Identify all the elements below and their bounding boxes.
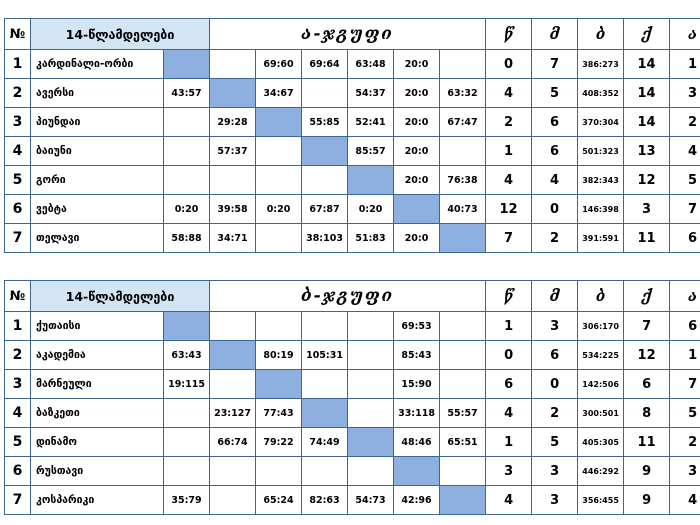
match-score-cell	[256, 137, 302, 166]
losses-cell: 6	[532, 108, 578, 137]
points-ratio-header: ბ	[578, 281, 624, 312]
match-score-cell: 15:90	[394, 370, 440, 399]
losses-cell: 2	[532, 224, 578, 253]
place-cell: 6	[670, 312, 700, 341]
match-score-cell: 34:71	[210, 224, 256, 253]
match-score-cell: 43:57	[164, 79, 210, 108]
match-score-cell: 20:0	[394, 137, 440, 166]
points-ratio-cell: 370:304	[578, 108, 624, 137]
match-score-cell	[210, 79, 256, 108]
match-score-cell: 38:103	[302, 224, 348, 253]
match-score-cell: 77:43	[256, 399, 302, 428]
match-score-cell: 51:83	[348, 224, 394, 253]
row-number: 2	[5, 341, 31, 370]
match-score-cell: 57:37	[210, 137, 256, 166]
match-score-cell: 65:24	[256, 486, 302, 515]
table-row	[5, 457, 700, 486]
team-name: გორი	[31, 166, 164, 195]
score-cell: 9	[624, 486, 670, 515]
score-cell: 14	[624, 50, 670, 79]
points-ratio-cell: 405:305	[578, 428, 624, 457]
category-header: 14-წლამდელები	[31, 281, 210, 312]
category-header: 14-წლამდელები	[31, 19, 210, 50]
points-ratio-cell: 386:273	[578, 50, 624, 79]
match-score-cell	[210, 457, 256, 486]
table-row	[5, 137, 700, 166]
score-cell: 12	[624, 341, 670, 370]
match-score-cell	[210, 312, 256, 341]
match-score-cell: 55:85	[302, 108, 348, 137]
row-number: 5	[5, 166, 31, 195]
place-cell: 2	[670, 428, 700, 457]
match-score-cell	[164, 399, 210, 428]
wins-cell: 4	[486, 486, 532, 515]
wins-cell: 6	[486, 370, 532, 399]
wins-cell: 3	[486, 457, 532, 486]
match-score-cell	[394, 195, 440, 224]
team-name: ბაზკეთი	[31, 399, 164, 428]
score-cell: 13	[624, 137, 670, 166]
points-ratio-cell: 142:506	[578, 370, 624, 399]
team-name: ქუთაისი	[31, 312, 164, 341]
points-ratio-cell: 534:225	[578, 341, 624, 370]
match-score-cell: 65:51	[440, 428, 486, 457]
points-ratio-cell: 382:343	[578, 166, 624, 195]
place-header: ა	[670, 281, 700, 312]
match-score-cell	[302, 399, 348, 428]
wins-cell: 4	[486, 79, 532, 108]
place-cell: 5	[670, 399, 700, 428]
match-score-cell: 39:58	[210, 195, 256, 224]
losses-cell: 6	[532, 341, 578, 370]
score-cell: 14	[624, 108, 670, 137]
place-cell: 1	[670, 341, 700, 370]
standings-table-group-b	[4, 280, 700, 515]
place-header: ა	[670, 19, 700, 50]
match-score-cell	[302, 166, 348, 195]
losses-cell: 4	[532, 166, 578, 195]
points-ratio-cell: 408:352	[578, 79, 624, 108]
table-row	[5, 108, 700, 137]
match-score-cell: 20:0	[394, 224, 440, 253]
wins-cell: 7	[486, 224, 532, 253]
wins-header: წ	[486, 19, 532, 50]
score-cell: 11	[624, 428, 670, 457]
group-title: ბ-ჯგუფი	[210, 281, 486, 312]
place-cell: 2	[670, 108, 700, 137]
table-row	[5, 195, 700, 224]
match-score-cell	[348, 166, 394, 195]
team-name: კოსპარიკი	[31, 486, 164, 515]
match-score-cell	[210, 166, 256, 195]
match-score-cell: 66:74	[210, 428, 256, 457]
wins-cell: 0	[486, 50, 532, 79]
score-cell: 6	[624, 370, 670, 399]
match-score-cell: 105:31	[302, 341, 348, 370]
match-score-cell	[440, 457, 486, 486]
header-row	[5, 19, 700, 50]
table-row	[5, 50, 700, 79]
match-score-cell	[440, 486, 486, 515]
match-score-cell	[348, 399, 394, 428]
points-ratio-cell: 356:455	[578, 486, 624, 515]
match-score-cell: 55:57	[440, 399, 486, 428]
wins-cell: 4	[486, 166, 532, 195]
losses-cell: 5	[532, 79, 578, 108]
wins-cell: 1	[486, 312, 532, 341]
row-number: 1	[5, 50, 31, 79]
place-cell: 6	[670, 224, 700, 253]
match-score-cell: 67:87	[302, 195, 348, 224]
team-name: ვებტა	[31, 195, 164, 224]
row-number: 1	[5, 312, 31, 341]
match-score-cell: 54:37	[348, 79, 394, 108]
match-score-cell: 23:127	[210, 399, 256, 428]
points-ratio-cell: 501:323	[578, 137, 624, 166]
match-score-cell: 20:0	[394, 79, 440, 108]
score-cell: 3	[624, 195, 670, 224]
match-score-cell: 29:28	[210, 108, 256, 137]
match-score-cell	[302, 370, 348, 399]
losses-cell: 3	[532, 486, 578, 515]
row-number: 2	[5, 79, 31, 108]
row-number: 7	[5, 486, 31, 515]
match-score-cell: 85:57	[348, 137, 394, 166]
losses-header: მ	[532, 281, 578, 312]
losses-cell: 0	[532, 195, 578, 224]
wins-cell: 1	[486, 428, 532, 457]
team-name: აკადემია	[31, 341, 164, 370]
match-score-cell	[164, 166, 210, 195]
match-score-cell	[348, 341, 394, 370]
match-score-cell	[210, 50, 256, 79]
place-cell: 7	[670, 370, 700, 399]
match-score-cell	[348, 370, 394, 399]
match-score-cell	[256, 312, 302, 341]
match-score-cell	[210, 341, 256, 370]
match-score-cell: 20:0	[394, 108, 440, 137]
points-ratio-cell: 300:501	[578, 399, 624, 428]
match-score-cell: 20:0	[394, 50, 440, 79]
match-score-cell: 76:38	[440, 166, 486, 195]
match-score-cell: 63:48	[348, 50, 394, 79]
match-score-cell: 0:20	[164, 195, 210, 224]
losses-cell: 6	[532, 137, 578, 166]
place-cell: 7	[670, 195, 700, 224]
match-score-cell: 67:47	[440, 108, 486, 137]
team-name: თელავი	[31, 224, 164, 253]
match-score-cell: 69:64	[302, 50, 348, 79]
place-cell: 1	[670, 50, 700, 79]
match-score-cell	[440, 370, 486, 399]
losses-cell: 7	[532, 50, 578, 79]
place-cell: 4	[670, 137, 700, 166]
match-score-cell	[440, 341, 486, 370]
match-score-cell	[302, 312, 348, 341]
match-score-cell: 63:43	[164, 341, 210, 370]
match-score-cell: 33:118	[394, 399, 440, 428]
losses-cell: 5	[532, 428, 578, 457]
score-cell: 14	[624, 79, 670, 108]
score-cell: 12	[624, 166, 670, 195]
match-score-cell	[164, 457, 210, 486]
team-name: ბაიუნი	[31, 137, 164, 166]
match-score-cell: 34:67	[256, 79, 302, 108]
header-row	[5, 281, 700, 312]
match-score-cell: 20:0	[394, 166, 440, 195]
table-row	[5, 166, 700, 195]
match-score-cell: 0:20	[348, 195, 394, 224]
match-score-cell	[210, 370, 256, 399]
match-score-cell: 82:63	[302, 486, 348, 515]
losses-cell: 3	[532, 457, 578, 486]
points-ratio-cell: 306:170	[578, 312, 624, 341]
row-number: 3	[5, 370, 31, 399]
number-header: №	[5, 19, 31, 50]
row-number: 6	[5, 457, 31, 486]
match-score-cell: 52:41	[348, 108, 394, 137]
match-score-cell	[164, 312, 210, 341]
standings-table-group-a	[4, 18, 700, 253]
score-cell: 9	[624, 457, 670, 486]
row-number: 5	[5, 428, 31, 457]
table-row	[5, 486, 700, 515]
wins-cell: 2	[486, 108, 532, 137]
match-score-cell	[302, 137, 348, 166]
table-row	[5, 399, 700, 428]
wins-header: წ	[486, 281, 532, 312]
match-score-cell	[256, 108, 302, 137]
match-score-cell: 42:96	[394, 486, 440, 515]
table-row	[5, 79, 700, 108]
match-score-cell	[440, 137, 486, 166]
match-score-cell	[440, 50, 486, 79]
match-score-cell	[348, 457, 394, 486]
group-title: ა-ჯგუფი	[210, 19, 486, 50]
team-name: რუსთავი	[31, 457, 164, 486]
score-cell: 7	[624, 312, 670, 341]
points-ratio-cell: 391:591	[578, 224, 624, 253]
losses-cell: 2	[532, 399, 578, 428]
match-score-cell	[210, 486, 256, 515]
team-name: მარნეული	[31, 370, 164, 399]
wins-cell: 12	[486, 195, 532, 224]
match-score-cell	[302, 457, 348, 486]
wins-cell: 4	[486, 399, 532, 428]
match-score-cell	[440, 224, 486, 253]
team-name: პიუნდაი	[31, 108, 164, 137]
place-cell: 4	[670, 486, 700, 515]
score-header: ქ	[624, 281, 670, 312]
row-number: 3	[5, 108, 31, 137]
match-score-cell	[348, 312, 394, 341]
losses-cell: 3	[532, 312, 578, 341]
row-number: 4	[5, 137, 31, 166]
match-score-cell: 48:46	[394, 428, 440, 457]
match-score-cell: 79:22	[256, 428, 302, 457]
match-score-cell: 85:43	[394, 341, 440, 370]
match-score-cell	[302, 79, 348, 108]
match-score-cell	[164, 108, 210, 137]
score-cell: 8	[624, 399, 670, 428]
match-score-cell: 0:20	[256, 195, 302, 224]
table-row	[5, 341, 700, 370]
points-ratio-header: ბ	[578, 19, 624, 50]
losses-header: მ	[532, 19, 578, 50]
match-score-cell: 19:115	[164, 370, 210, 399]
table-row	[5, 370, 700, 399]
match-score-cell: 63:32	[440, 79, 486, 108]
match-score-cell: 40:73	[440, 195, 486, 224]
row-number: 4	[5, 399, 31, 428]
match-score-cell: 69:60	[256, 50, 302, 79]
points-ratio-cell: 146:398	[578, 195, 624, 224]
match-score-cell	[164, 428, 210, 457]
match-score-cell: 74:49	[302, 428, 348, 457]
team-name: დინამო	[31, 428, 164, 457]
wins-cell: 0	[486, 341, 532, 370]
place-cell: 3	[670, 79, 700, 108]
points-ratio-cell: 446:292	[578, 457, 624, 486]
score-cell: 11	[624, 224, 670, 253]
team-name: ავერსი	[31, 79, 164, 108]
place-cell: 5	[670, 166, 700, 195]
row-number: 6	[5, 195, 31, 224]
match-score-cell	[348, 428, 394, 457]
team-name: კარდინალი-ორბი	[31, 50, 164, 79]
table-row	[5, 428, 700, 457]
match-score-cell: 54:73	[348, 486, 394, 515]
match-score-cell	[256, 370, 302, 399]
match-score-cell: 58:88	[164, 224, 210, 253]
match-score-cell	[256, 457, 302, 486]
number-header: №	[5, 281, 31, 312]
row-number: 7	[5, 224, 31, 253]
losses-cell: 0	[532, 370, 578, 399]
place-cell: 3	[670, 457, 700, 486]
match-score-cell	[164, 50, 210, 79]
wins-cell: 1	[486, 137, 532, 166]
match-score-cell: 69:53	[394, 312, 440, 341]
match-score-cell	[256, 224, 302, 253]
match-score-cell	[164, 137, 210, 166]
match-score-cell: 80:19	[256, 341, 302, 370]
match-score-cell	[440, 312, 486, 341]
table-row	[5, 224, 700, 253]
match-score-cell	[256, 166, 302, 195]
score-header: ქ	[624, 19, 670, 50]
match-score-cell	[394, 457, 440, 486]
table-row	[5, 312, 700, 341]
match-score-cell: 35:79	[164, 486, 210, 515]
